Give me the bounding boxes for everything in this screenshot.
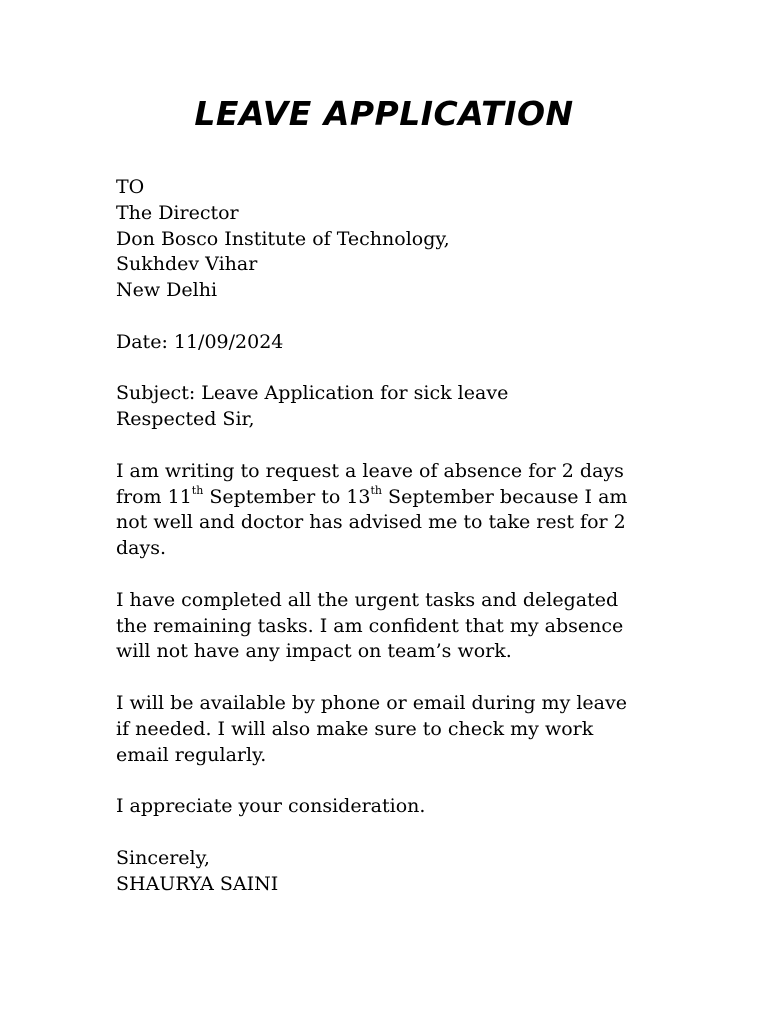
letter-date: Date: 11/09/2024 xyxy=(116,330,284,353)
signature-name: SHAURYA SAINI xyxy=(116,872,279,895)
text-segment: September to 13 xyxy=(203,485,371,508)
paragraph-availability xyxy=(116,691,676,768)
spacer xyxy=(116,768,676,794)
ordinal-suffix: th xyxy=(370,484,383,498)
spacer xyxy=(116,562,676,588)
letter-salutation: Respected Sir, xyxy=(116,408,255,431)
paragraph-line: days. xyxy=(116,537,167,560)
spacer xyxy=(116,433,676,459)
letter-subject: Subject: Leave Application for sick leave xyxy=(116,382,509,405)
paragraph-line: the remaining tasks. I am confident that my absence xyxy=(116,614,624,637)
paragraph-line: I will be available by phone or email during my leave xyxy=(116,691,627,714)
paragraph-line: if needed. I will also make sure to check my work xyxy=(116,717,594,740)
ordinal-suffix: th xyxy=(191,484,204,498)
spacer xyxy=(116,665,676,691)
letter-closing: Sincerely, xyxy=(116,846,210,869)
text-segment: September because I am xyxy=(382,485,628,508)
recipient-city: New Delhi xyxy=(116,279,218,302)
document-title: LEAVE APPLICATION xyxy=(194,94,574,133)
paragraph-tasks xyxy=(116,588,676,665)
recipient-designation: The Director xyxy=(116,201,239,224)
paragraph-line-dates xyxy=(116,485,676,511)
paragraph-line: I have completed all the urgent tasks and delegated xyxy=(116,588,619,611)
spacer xyxy=(116,820,676,846)
recipient-to: TO xyxy=(116,176,145,198)
paragraph-request xyxy=(116,459,676,562)
paragraph-line: I am writing to request a leave of absence for 2 days xyxy=(116,459,624,482)
spacer xyxy=(116,304,676,330)
recipient-area: Sukhdev Vihar xyxy=(116,253,258,276)
letter-body xyxy=(116,175,676,897)
paragraph-appreciation: I appreciate your consideration. xyxy=(116,795,426,818)
text-segment: from 11 xyxy=(116,485,192,508)
paragraph-line: email regularly. xyxy=(116,743,267,766)
spacer xyxy=(116,356,676,382)
paragraph-line: not well and doctor has advised me to take rest for 2 xyxy=(116,511,626,534)
recipient-institution: Don Bosco Institute of Technology, xyxy=(116,227,450,250)
paragraph-line: will not have any impact on team’s work. xyxy=(116,640,512,663)
